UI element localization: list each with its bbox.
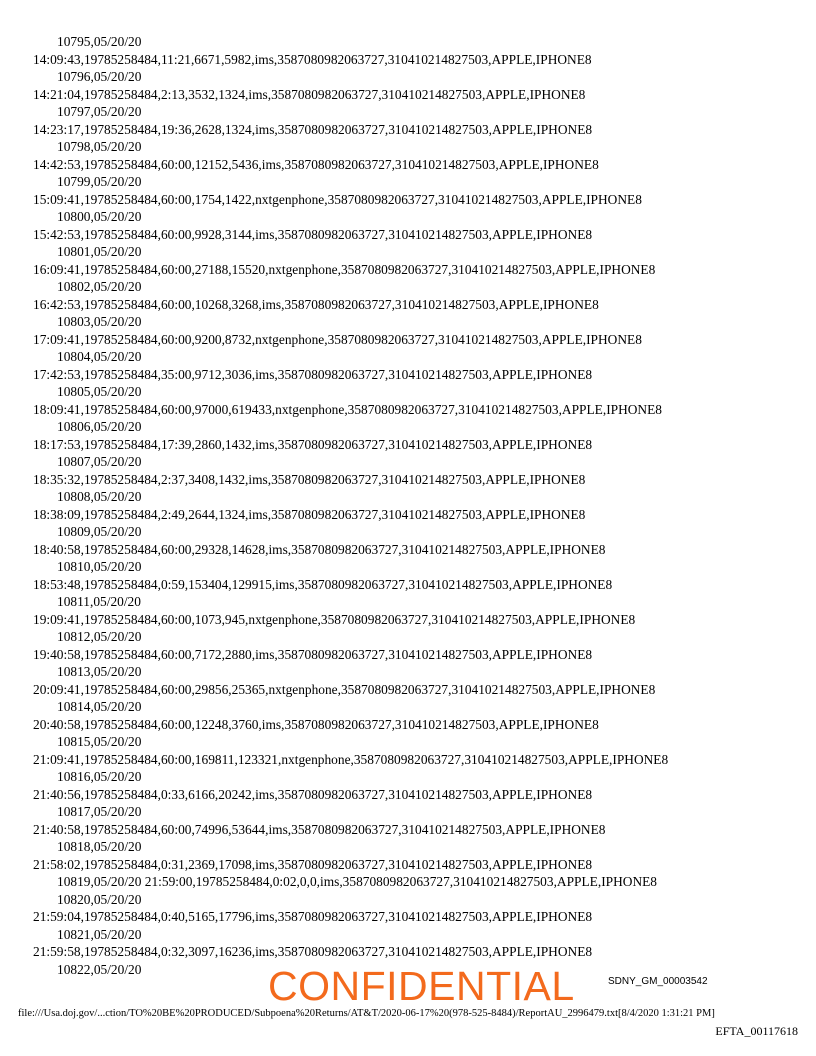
record-line: 14:23:17,19785258484,19:36,2628,1324,ims,3587080982063727,310410214827503,APPLE,IPHONE8 [33, 121, 593, 137]
record-line: 10804,05/20/20 [57, 349, 142, 364]
record-line: 17:09:41,19785258484,60:00,9200,8732,nxtgenphone,3587080982063727,310410214827503,APPLE,IPHONE8 [33, 331, 642, 347]
record-line: 15:09:41,19785258484,60:00,1754,1422,nxtgenphone,3587080982063727,310410214827503,APPLE,IPHONE8 [33, 191, 642, 207]
record-line: 10814,05/20/20 [57, 699, 142, 714]
record-line: 18:09:41,19785258484,60:00,97000,619433,nxtgenphone,3587080982063727,310410214827503,APPLE,IPHONE8 [33, 401, 662, 417]
record-line: 10812,05/20/20 [57, 629, 142, 644]
record-line: 10811,05/20/20 [57, 594, 141, 609]
record-line: 10807,05/20/20 [57, 454, 142, 469]
record-line: 10810,05/20/20 [57, 559, 142, 574]
record-line: 18:38:09,19785258484,2:49,2644,1324,ims,3587080982063727,310410214827503,APPLE,IPHONE8 [33, 506, 586, 522]
record-line: 10817,05/20/20 [57, 804, 142, 819]
record-line: 21:59:58,19785258484,0:32,3097,16236,ims,3587080982063727,310410214827503,APPLE,IPHONE8 [33, 944, 593, 959]
record-line: 16:42:53,19785258484,60:00,10268,3268,ims,3587080982063727,310410214827503,APPLE,IPHONE8 [33, 296, 599, 312]
record-line: 18:35:32,19785258484,2:37,3408,1432,ims,3587080982063727,310410214827503,APPLE,IPHONE8 [33, 471, 586, 487]
record-line: 10815,05/20/20 [57, 734, 142, 749]
records-list [33, 33, 803, 978]
record-line: 14:21:04,19785258484,2:13,3532,1324,ims,3587080982063727,310410214827503,APPLE,IPHONE8 [33, 86, 586, 102]
record-line: 18:17:53,19785258484,17:39,2860,1432,ims,3587080982063727,310410214827503,APPLE,IPHONE8 [33, 436, 593, 452]
record-line: 21:58:02,19785258484,0:31,2369,17098,ims,3587080982063727,310410214827503,APPLE,IPHONE8 [33, 856, 593, 872]
record-line: 15:42:53,19785258484,60:00,9928,3144,ims,3587080982063727,310410214827503,APPLE,IPHONE8 [33, 226, 593, 242]
record-line: 10801,05/20/20 [57, 244, 142, 259]
record-line: 19:40:58,19785258484,60:00,7172,2880,ims,3587080982063727,310410214827503,APPLE,IPHONE8 [33, 646, 593, 662]
record-line: 18:53:48,19785258484,0:59,153404,129915,ims,3587080982063727,310410214827503,APPLE,IPHONE8 [33, 576, 613, 592]
efta-id: EFTA_00117618 [715, 1024, 798, 1038]
record-line: 16:09:41,19785258484,60:00,27188,15520,nxtgenphone,3587080982063727,310410214827503,APPLE,IPHONE8 [33, 261, 656, 277]
bates-stamp: SDNY_GM_00003542 [608, 976, 708, 987]
record-line: 20:09:41,19785258484,60:00,29856,25365,nxtgenphone,3587080982063727,310410214827503,APPLE,IPHONE8 [33, 681, 656, 697]
record-line: 10799,05/20/20 [57, 174, 142, 189]
record-line: 10809,05/20/20 [57, 524, 142, 539]
record-line: 21:40:58,19785258484,60:00,74996,53644,ims,3587080982063727,310410214827503,APPLE,IPHONE8 [33, 821, 606, 837]
record-line: 14:42:53,19785258484,60:00,12152,5436,ims,3587080982063727,310410214827503,APPLE,IPHONE8 [33, 156, 599, 172]
record-line: 10796,05/20/20 [57, 69, 142, 84]
record-line: 10820,05/20/20 [57, 891, 142, 907]
file-path-footer: file:///Usa.doj.gov/...ction/TO%20BE%20PRODUCED/Subpoena%20Returns/AT&T/2020-06-17%20(978-525-8484)/ReportAU_2996479.txt[8/4/2020 1:31:21 PM] [18, 1008, 715, 1019]
record-line: 10800,05/20/20 [57, 209, 142, 224]
record-line: 20:40:58,19785258484,60:00,12248,3760,ims,3587080982063727,310410214827503,APPLE,IPHONE8 [33, 716, 599, 732]
record-line: 18:40:58,19785258484,60:00,29328,14628,ims,3587080982063727,310410214827503,APPLE,IPHONE8 [33, 541, 606, 557]
record-line: 10802,05/20/20 [57, 279, 142, 294]
confidential-watermark: CONFIDENTIAL [268, 963, 575, 1009]
record-line: 10795,05/20/20 [57, 34, 142, 49]
record-line: 10803,05/20/20 [57, 314, 142, 329]
record-line: 21:09:41,19785258484,60:00,169811,123321,nxtgenphone,3587080982063727,310410214827503,APPLE,IPHONE8 [33, 751, 669, 767]
record-line: 10806,05/20/20 [57, 419, 142, 434]
record-line: 10822,05/20/20 [57, 961, 142, 977]
record-line: 14:09:43,19785258484,11:21,6671,5982,ims,3587080982063727,310410214827503,APPLE,IPHONE8 [33, 51, 592, 67]
record-line: 17:42:53,19785258484,35:00,9712,3036,ims,3587080982063727,310410214827503,APPLE,IPHONE8 [33, 366, 593, 382]
record-line: 10798,05/20/20 [57, 139, 142, 154]
record-line: 10819,05/20/20 21:59:00,19785258484,0:02,0,0,ims,3587080982063727,310410214827503,APPLE,IPHONE8 [57, 874, 657, 889]
record-line: 10813,05/20/20 [57, 664, 142, 679]
record-line: 10816,05/20/20 [57, 769, 142, 784]
record-line: 19:09:41,19785258484,60:00,1073,945,nxtgenphone,3587080982063727,310410214827503,APPLE,IPHONE8 [33, 611, 636, 627]
record-line: 10821,05/20/20 [57, 926, 142, 942]
record-line: 21:40:56,19785258484,0:33,6166,20242,ims,3587080982063727,310410214827503,APPLE,IPHONE8 [33, 786, 593, 802]
record-line: 10808,05/20/20 [57, 489, 142, 504]
record-line: 10805,05/20/20 [57, 384, 142, 399]
record-line: 10797,05/20/20 [57, 104, 142, 119]
record-line: 21:59:04,19785258484,0:40,5165,17796,ims,3587080982063727,310410214827503,APPLE,IPHONE8 [33, 909, 593, 924]
record-line: 10818,05/20/20 [57, 839, 142, 854]
